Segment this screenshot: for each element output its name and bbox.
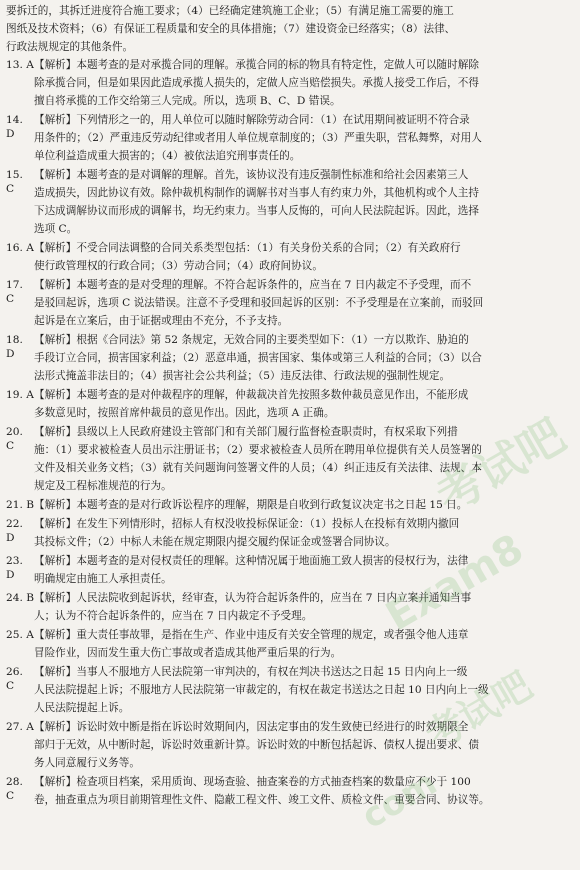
question-number: 13. A — [6, 59, 34, 71]
explanation-line: 擅自将承揽的工作交给第三人完成。所以，选项 B、C、D 错误。 — [34, 95, 341, 107]
explanation-line: 要拆迁的，其拆迁进度符合施工要求；（4）已经确定建筑施工企业；（5）有满足施工需要的施工 — [6, 5, 454, 17]
explanation-line: 手段订立合同，损害国家利益；（2）恶意串通，损害国家、集体或第三人利益的合同；（3）以合 — [34, 352, 482, 364]
question-number: 16. A — [6, 242, 34, 254]
explanation-line: 是驳回起诉，选项 C 说法错误。注意不予受理和驳回起诉的区别：不予受理是在立案前，而驳回 — [34, 297, 484, 309]
explanation-line-first: 【解析】本题考查的是对承揽合同的理解。承揽合同的标的物具有特定性，定做人可以随时解除 — [34, 59, 479, 71]
explanation-line: 施：（1）要求被检查人员出示注册证书；（2）要求被检查人员所在聘用单位提供有关人员签署的 — [34, 444, 482, 456]
explanation-line-first: 【解析】本题考查的是对行政诉讼程序的理解，期限是自收到行政复议决定书之日起 15 日。 — [34, 499, 468, 511]
explanation-line-first: 【解析】重大责任事故罪，是指在生产、作业中违反有关安全管理的规定，或者强令他人违章 — [34, 629, 469, 641]
explanation-line-first: 【解析】县级以上人民政府建设主管部门和有关部门履行监督检查职责时，有权采取下列措 — [34, 426, 458, 438]
question-number: 27. A — [6, 721, 34, 733]
question-number: 20. C — [6, 426, 23, 452]
question-number: 18. D — [6, 334, 23, 360]
explanation-line: 行政法规规定的其他条件。 — [6, 41, 134, 53]
explanation-line: 部归于无效，从中断时起，诉讼时效重新计算。诉讼时效的中断包括起诉、债权人提出要求、债 — [34, 739, 479, 751]
explanation-line: 其投标文件；（2）中标人未能在规定期限内提交履约保证金或签署合同协议。 — [34, 536, 396, 548]
explanation-line-first: 【解析】本题考查的是对受理的理解。不符合起诉条件的，应当在 7 日内裁定不予受理，而不 — [34, 279, 472, 291]
explanation-line-first: 【解析】下列情形之一的，用人单位可以随时解除劳动合同：（1）在试用期间被证明不符合录 — [34, 114, 470, 126]
question-number: 23. D — [6, 555, 23, 581]
explanation-line: 除承揽合同，但是如果因此造成承揽人损失的，定做人应当赔偿损失。承揽人接受工作后，不得 — [34, 77, 479, 89]
explanation-line-first: 【解析】人民法院收到起诉状，经审查，认为符合起诉条件的，应当在 7 日内立案并通知当事 — [34, 592, 472, 604]
explanation-line: 多数意见时，按照首席仲裁员的意见作出。因此，选项 A 正确。 — [34, 407, 335, 419]
explanation-line: 人；认为不符合起诉条件的，应当在 7 日内裁定不予受理。 — [34, 610, 313, 622]
question-number: 15. C — [6, 169, 23, 195]
watermark-logo: Exam8 — [378, 525, 532, 641]
explanation-line: 人民法院提起上诉。 — [34, 702, 130, 714]
question-number: 22. D — [6, 518, 23, 544]
explanation-line-first: 【解析】诉讼时效中断是指在诉讼时效期间内，因法定事由的发生致使已经进行的时效期限全 — [34, 721, 469, 733]
question-number: 28. C — [6, 776, 23, 802]
explanation-line: 使行政管理权的行政合同；（3）劳动合同；（4）政府间协议。 — [34, 260, 323, 272]
watermark-logo: 考试吧 — [418, 662, 540, 759]
question-number: 25. A — [6, 629, 34, 641]
explanation-line-first: 【解析】本题考查的是对仲裁程序的理解，仲裁裁决首先按照多数仲裁员意见作出，不能形成 — [34, 389, 469, 401]
question-number: 17. C — [6, 279, 23, 305]
explanation-line: 文件及相关业务文档；（3）就有关问题询问签署文件的人员；（4）纠正违反有关法律、法规、本 — [34, 462, 482, 474]
explanation-line: 务人同意履行义务等。 — [34, 757, 140, 769]
explanation-line: 下达成调解协议而形成的调解书，均无约束力。当事人反悔的，可向人民法院起诉。因此，选择 — [34, 205, 479, 217]
explanation-line-first: 【解析】本题考查的是对侵权责任的理解。这种情况属于地面施工致人损害的侵权行为，法律 — [34, 555, 469, 567]
explanation-line: 造成损失，因此协议有效。除仲裁机构制作的调解书对当事人有约束力外，其他机构或个人主持 — [34, 187, 479, 199]
watermark-logo: com — [355, 762, 444, 838]
explanation-line-first: 【解析】不受合同法调整的合同关系类型包括：（1）有关身份关系的合同；（2）有关政府行 — [34, 242, 461, 254]
explanation-line-first: 【解析】根据《合同法》第 52 条规定，无效合同的主要类型如下：（1）一方以欺诈、胁迫的 — [34, 334, 469, 346]
explanation-line: 冒险作业，因而发生重大伤亡事故或者造成其他严重后果的行为。 — [34, 647, 342, 659]
explanation-line-first: 【解析】在发生下列情形时，招标人有权没收投标保证金：（1）投标人在投标有效期内撤回 — [34, 518, 460, 530]
explanation-line: 图纸及技术资料；（6）有保证工程质量和安全的具体措施；（7）建设资金已经落实；（8）法律、 — [6, 23, 456, 35]
question-number: 21. B — [6, 499, 34, 511]
explanation-line: 卷，抽查重点为项目前期管理性文件、隐蔽工程文件、竣工文件、质检文件、重要合同、协议等。 — [34, 794, 490, 806]
question-number: 14. D — [6, 114, 23, 140]
explanation-line: 规定及工程标准规范的行为。 — [34, 480, 172, 492]
explanation-line: 选项 C。 — [34, 223, 78, 235]
question-number: 24. B — [6, 592, 34, 604]
explanation-line: 用条件的；（2）严重违反劳动纪律或者用人单位规章制度的；（3）严重失职，营私舞弊，对用人 — [34, 132, 482, 144]
question-number: 19. A — [6, 389, 34, 401]
explanation-line-first: 【解析】检查项目档案，采用质询、现场查验、抽查案卷的方式抽查档案的数量应不少于 100 — [34, 776, 471, 788]
explanation-line: 单位利益造成重大损害的；（4）被依法追究刑事责任的。 — [34, 150, 301, 162]
explanation-line-first: 【解析】本题考查的是对调解的理解。首先，该协议没有违反强制性标准和给社会因素第三人 — [34, 169, 469, 181]
watermark-logo: 考试吧 — [427, 407, 574, 524]
explanation-line: 起诉是在立案后，由于证据或理由不充分，不予支持。 — [34, 315, 289, 327]
explanation-line-first: 【解析】当事人不服地方人民法院第一审判决的，有权在判决书送达之日起 15 日内向上一级 — [34, 666, 468, 678]
explanation-line: 法形式掩盖非法目的；（4）损害社会公共利益；（5）违反法律、行政法规的强制性规定。 — [34, 370, 451, 382]
explanation-line: 人民法院提起上诉；不服地方人民法院第一审裁定的，有权在裁定书送达之日起 10 日内向上一级 — [34, 684, 489, 696]
question-number: 26. C — [6, 666, 23, 692]
explanation-line: 明确规定由施工人承担责任。 — [34, 573, 172, 585]
